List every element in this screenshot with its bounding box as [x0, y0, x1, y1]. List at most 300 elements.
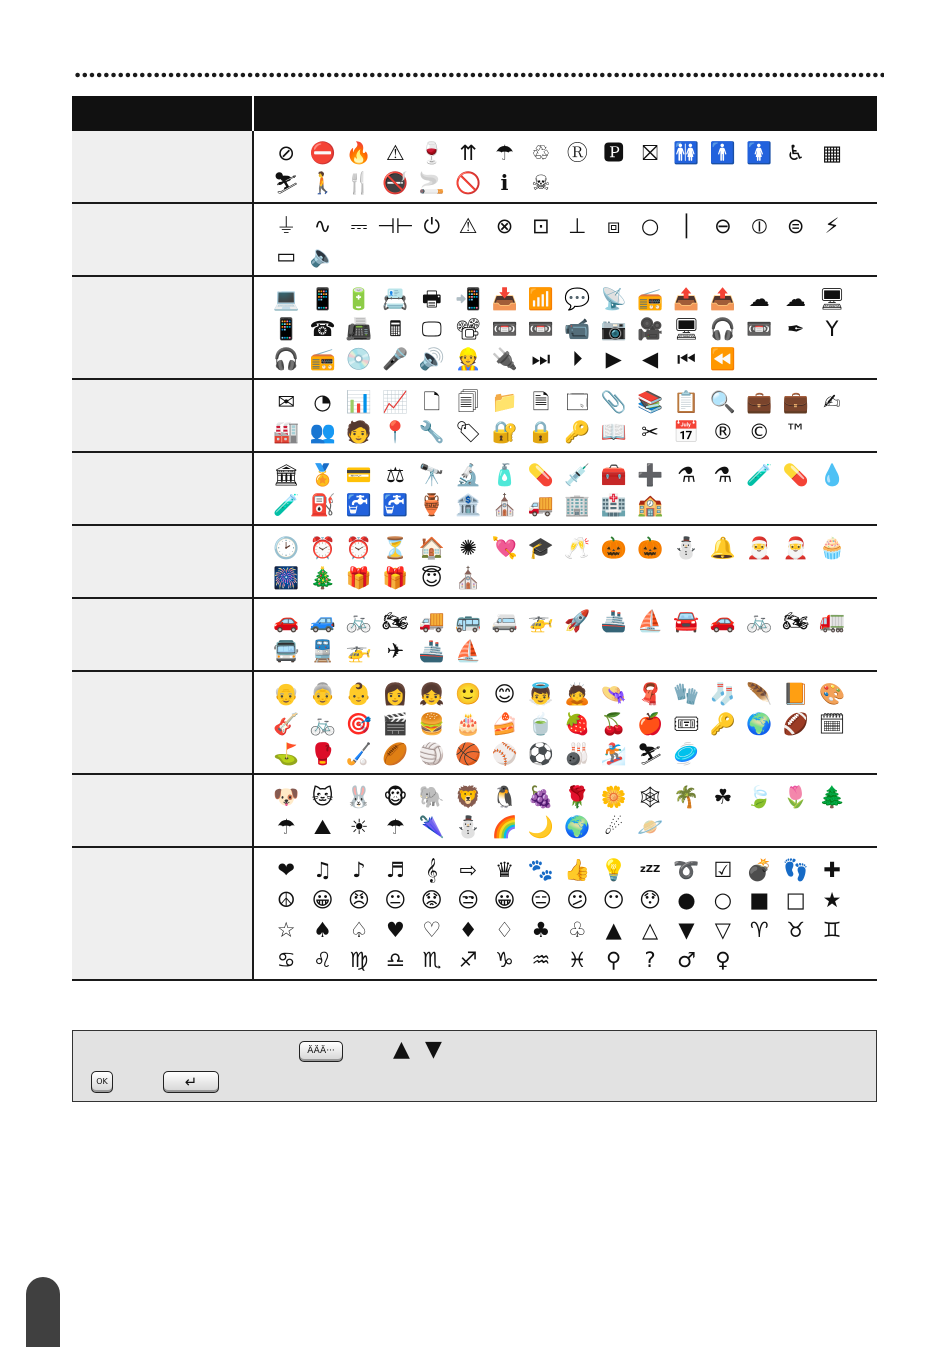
symbol-glyph[interactable]: ☆: [276, 918, 296, 942]
symbol-glyph[interactable]: ♤: [349, 918, 369, 942]
symbol-glyph[interactable]: 🎅: [746, 536, 773, 560]
symbol-glyph[interactable]: 🌍: [746, 712, 773, 736]
symbol-glyph[interactable]: ⏭: [531, 347, 551, 371]
symbol-glyph[interactable]: 😒: [457, 888, 480, 912]
symbol-glyph[interactable]: 🚗: [273, 609, 300, 633]
symbol-glyph[interactable]: ◀: [642, 347, 659, 371]
symbol-glyph[interactable]: ♍: [349, 948, 369, 972]
symbol-glyph[interactable]: ⇨: [459, 858, 477, 882]
symbol-glyph[interactable]: 💘: [491, 536, 518, 560]
symbol-glyph[interactable]: 🖩: [389, 317, 402, 341]
symbol-glyph[interactable]: 🚢: [600, 609, 627, 633]
symbol-glyph[interactable]: ♣: [531, 918, 551, 942]
symbol-glyph[interactable]: ⛄: [673, 536, 700, 560]
symbol-glyph[interactable]: ⚖: [385, 463, 405, 487]
symbol-glyph[interactable]: 👷: [455, 347, 482, 371]
symbol-glyph[interactable]: ⊡: [532, 214, 550, 238]
symbol-glyph[interactable]: 🔌: [491, 347, 518, 371]
symbol-glyph[interactable]: 🔍: [709, 390, 736, 414]
symbol-glyph[interactable]: ♒: [531, 948, 551, 972]
symbol-glyph[interactable]: 📶: [527, 287, 554, 311]
symbol-glyph[interactable]: 🏐: [418, 742, 445, 766]
symbol-glyph[interactable]: 🏈: [782, 712, 809, 736]
symbol-glyph[interactable]: ℹ: [500, 171, 509, 195]
symbol-glyph[interactable]: 🌈: [491, 815, 518, 839]
symbol-glyph[interactable]: ▭: [276, 244, 297, 268]
symbol-glyph[interactable]: 💊: [782, 463, 809, 487]
symbol-glyph[interactable]: 😟: [420, 888, 443, 912]
symbol-glyph[interactable]: 📙: [782, 682, 809, 706]
symbol-glyph[interactable]: 🏭: [273, 420, 300, 444]
symbol-glyph[interactable]: 🏅: [309, 463, 336, 487]
symbol-glyph[interactable]: 🍓: [564, 712, 591, 736]
symbol-glyph[interactable]: 🌷: [782, 785, 809, 809]
symbol-glyph[interactable]: 🔥: [345, 141, 373, 165]
symbol-glyph[interactable]: ♢: [495, 918, 514, 942]
symbol-glyph[interactable]: 👥: [309, 420, 336, 444]
symbol-glyph[interactable]: ❤: [277, 858, 295, 882]
symbol-glyph[interactable]: 🚹: [709, 141, 736, 165]
symbol-glyph[interactable]: 💬: [564, 287, 591, 311]
symbol-glyph[interactable]: │: [680, 214, 693, 238]
symbol-glyph[interactable]: △: [642, 918, 659, 942]
symbol-glyph[interactable]: ♏: [422, 948, 442, 972]
symbol-glyph[interactable]: ▽: [714, 918, 731, 942]
symbol-glyph[interactable]: 🎨: [818, 682, 846, 706]
symbol-glyph[interactable]: 📽: [454, 317, 482, 341]
symbol-glyph[interactable]: 🔑: [564, 420, 591, 444]
symbol-glyph[interactable]: 🏉: [382, 742, 409, 766]
symbol-glyph[interactable]: ⏮: [677, 347, 696, 371]
enter-key[interactable]: ↵: [163, 1071, 219, 1093]
symbol-glyph[interactable]: 🏀: [455, 742, 482, 766]
symbol-glyph[interactable]: ⊗: [495, 214, 514, 238]
symbol-glyph[interactable]: ♊: [822, 918, 842, 942]
symbol-glyph[interactable]: ♈: [749, 918, 769, 942]
symbol-glyph[interactable]: ⚗: [713, 463, 733, 487]
symbol-glyph[interactable]: 😐: [384, 888, 407, 912]
symbol-glyph[interactable]: 😊: [493, 682, 516, 706]
symbol-glyph[interactable]: 🗔: [565, 390, 589, 414]
symbol-glyph[interactable]: 📼: [527, 317, 554, 341]
symbol-glyph[interactable]: 🚻: [673, 141, 700, 165]
symbol-glyph[interactable]: 🧁: [818, 536, 846, 560]
symbol-glyph[interactable]: ⏰: [345, 536, 373, 560]
symbol-glyph[interactable]: ⏚: [275, 214, 297, 238]
symbol-glyph[interactable]: 🚗: [709, 609, 736, 633]
symbol-glyph[interactable]: 🎓: [527, 536, 554, 560]
symbol-glyph[interactable]: ★: [822, 888, 842, 912]
symbol-glyph[interactable]: 🎬: [382, 712, 409, 736]
symbol-glyph[interactable]: ⛽: [309, 493, 336, 517]
symbol-glyph[interactable]: 🏦: [455, 493, 482, 517]
symbol-glyph[interactable]: ♬: [385, 858, 405, 882]
symbol-glyph[interactable]: 🗐: [457, 390, 479, 414]
symbol-glyph[interactable]: ⏻: [423, 214, 441, 238]
symbol-glyph[interactable]: ♋: [276, 948, 296, 972]
symbol-glyph[interactable]: 📼: [746, 317, 773, 341]
symbol-glyph[interactable]: ☂: [385, 815, 405, 839]
down-arrow-key[interactable]: ▼: [425, 1037, 442, 1062]
symbol-glyph[interactable]: 👧: [418, 682, 445, 706]
symbol-glyph[interactable]: 🖥: [673, 317, 700, 341]
symbol-glyph[interactable]: ⛷: [636, 742, 664, 766]
symbol-glyph[interactable]: ✺: [459, 536, 477, 560]
symbol-glyph[interactable]: 🖶: [421, 287, 442, 311]
symbol-glyph[interactable]: 🧪: [273, 493, 300, 517]
symbol-glyph[interactable]: 🎃: [600, 536, 627, 560]
symbol-glyph[interactable]: 😀: [311, 888, 334, 912]
symbol-glyph[interactable]: 🚌: [455, 609, 482, 633]
symbol-glyph[interactable]: ∿: [313, 214, 332, 238]
symbol-glyph[interactable]: ⚾: [491, 742, 518, 766]
symbol-glyph[interactable]: 📈: [382, 390, 409, 414]
symbol-glyph[interactable]: 📻: [637, 287, 664, 311]
symbol-glyph[interactable]: ⚡: [824, 214, 840, 238]
symbol-glyph[interactable]: 🚲: [345, 609, 373, 633]
symbol-glyph[interactable]: ⛄: [455, 815, 482, 839]
symbol-glyph[interactable]: ⛔: [309, 141, 336, 165]
symbol-glyph[interactable]: 🎯: [345, 712, 373, 736]
symbol-glyph[interactable]: 💣: [746, 858, 773, 882]
symbol-glyph[interactable]: 🎧: [273, 347, 300, 371]
symbol-glyph[interactable]: 🍒: [600, 712, 627, 736]
symbol-glyph[interactable]: 🔊: [418, 347, 445, 371]
symbol-glyph[interactable]: 🏛: [272, 463, 300, 487]
symbol-glyph[interactable]: 🗓: [818, 712, 846, 736]
symbol-glyph[interactable]: ⇈: [459, 141, 477, 165]
symbol-glyph[interactable]: 💉: [564, 463, 591, 487]
symbol-glyph[interactable]: 📋: [673, 390, 700, 414]
symbol-glyph[interactable]: 🚲: [309, 712, 336, 736]
symbol-glyph[interactable]: □: [785, 888, 806, 912]
symbol-glyph[interactable]: 🔔: [709, 536, 736, 560]
symbol-glyph[interactable]: 🌂: [418, 815, 445, 839]
symbol-glyph[interactable]: ☄: [604, 815, 624, 839]
symbol-glyph[interactable]: 🪶: [746, 682, 773, 706]
symbol-glyph[interactable]: 🎅: [782, 536, 809, 560]
symbol-glyph[interactable]: ⛪: [455, 566, 482, 590]
symbol-glyph[interactable]: ☀: [349, 815, 369, 839]
symbol-glyph[interactable]: 📤: [709, 287, 736, 311]
symbol-glyph[interactable]: ☘: [713, 785, 733, 809]
symbol-glyph[interactable]: 🐾: [527, 858, 554, 882]
symbol-glyph[interactable]: 🎆: [273, 566, 300, 590]
symbol-glyph[interactable]: 🎟: [673, 712, 700, 736]
ok-key[interactable]: OK: [91, 1071, 113, 1093]
symbol-glyph[interactable]: ⊘: [277, 141, 295, 165]
symbol-glyph[interactable]: 🏍: [382, 609, 409, 633]
symbol-glyph[interactable]: 👴: [273, 682, 300, 706]
symbol-glyph[interactable]: 🚺: [746, 141, 773, 165]
symbol-glyph[interactable]: 😠: [348, 888, 370, 912]
symbol-glyph[interactable]: 🎂: [455, 712, 482, 736]
symbol-glyph[interactable]: ♂: [677, 948, 696, 972]
symbol-glyph[interactable]: 📷: [600, 317, 627, 341]
symbol-glyph[interactable]: 💧: [818, 463, 846, 487]
symbol-glyph[interactable]: ⛪: [491, 493, 518, 517]
symbol-glyph[interactable]: 🏥: [600, 493, 627, 517]
symbol-glyph[interactable]: 🎥: [637, 317, 664, 341]
symbol-glyph[interactable]: ○: [713, 888, 733, 912]
symbol-glyph[interactable]: ®: [712, 420, 734, 444]
symbol-glyph[interactable]: ✚: [823, 858, 841, 882]
symbol-glyph[interactable]: 🅿: [603, 141, 625, 165]
symbol-glyph[interactable]: 📍: [382, 420, 409, 444]
symbol-glyph[interactable]: 🙇: [564, 682, 591, 706]
symbol-glyph[interactable]: ▶: [605, 347, 622, 371]
symbol-glyph[interactable]: ⛵: [455, 639, 482, 663]
symbol-glyph[interactable]: 🏷: [454, 420, 482, 444]
symbol-glyph[interactable]: 🚐: [491, 609, 518, 633]
symbol-glyph[interactable]: ➕: [637, 463, 664, 487]
symbol-glyph[interactable]: 🔈: [309, 244, 336, 268]
symbol-glyph[interactable]: 👵: [309, 682, 336, 706]
symbol-glyph[interactable]: ♐: [458, 948, 478, 972]
symbol-glyph[interactable]: ⊜: [786, 214, 805, 238]
symbol-glyph[interactable]: ♪: [352, 858, 366, 882]
symbol-glyph[interactable]: 🔧: [418, 420, 445, 444]
symbol-glyph[interactable]: 🐧: [491, 785, 518, 809]
symbol-glyph[interactable]: 💳: [345, 463, 373, 487]
symbol-glyph[interactable]: ♿: [786, 141, 806, 165]
symbol-glyph[interactable]: ♌: [313, 948, 332, 972]
symbol-glyph[interactable]: 🧦: [709, 682, 736, 706]
symbol-glyph[interactable]: 🚍: [273, 639, 300, 663]
symbol-glyph[interactable]: 🎄: [309, 566, 336, 590]
symbol-glyph[interactable]: ⚲: [606, 948, 622, 972]
symbol-glyph[interactable]: 📼: [491, 317, 518, 341]
symbol-glyph[interactable]: ▼: [678, 918, 695, 942]
symbol-glyph[interactable]: 💿: [345, 347, 373, 371]
symbol-glyph[interactable]: 🚶: [309, 171, 336, 195]
symbol-glyph[interactable]: 🚛: [818, 609, 846, 633]
symbol-glyph[interactable]: 📱: [309, 287, 336, 311]
symbol-glyph[interactable]: 🧰: [600, 463, 627, 487]
symbol-glyph[interactable]: 📖: [600, 420, 627, 444]
symbol-glyph[interactable]: 📎: [600, 390, 627, 414]
symbol-glyph[interactable]: ⊖: [714, 214, 732, 238]
symbol-glyph[interactable]: ☎: [309, 317, 336, 341]
symbol-glyph[interactable]: ✂: [641, 420, 659, 444]
symbol-glyph[interactable]: ✈: [386, 639, 405, 663]
symbol-glyph[interactable]: ☑: [713, 858, 733, 882]
symbol-glyph[interactable]: 💊: [527, 463, 554, 487]
symbol-glyph[interactable]: 🧣: [637, 682, 664, 706]
symbol-glyph[interactable]: 😯: [639, 888, 662, 912]
symbol-glyph[interactable]: 🏑: [345, 742, 373, 766]
symbol-glyph[interactable]: 🎁: [382, 566, 409, 590]
symbol-glyph[interactable]: ⚗: [677, 463, 696, 487]
symbol-glyph[interactable]: 🎸: [273, 712, 300, 736]
symbol-glyph[interactable]: 🐘: [418, 785, 445, 809]
symbol-glyph[interactable]: 🔬: [455, 463, 482, 487]
symbol-glyph[interactable]: ☠: [531, 171, 551, 195]
symbol-glyph[interactable]: 😶: [602, 888, 625, 912]
symbol-glyph[interactable]: 💻: [273, 287, 300, 311]
symbol-glyph[interactable]: 🚰: [345, 493, 373, 517]
symbol-glyph[interactable]: 🌙: [527, 815, 554, 839]
symbol-glyph[interactable]: 🍃: [746, 785, 773, 809]
symbol-glyph[interactable]: ♧: [567, 918, 587, 942]
symbol-glyph[interactable]: 🧪: [746, 463, 773, 487]
symbol-glyph[interactable]: 🚁: [345, 639, 373, 663]
symbol-glyph[interactable]: 🍎: [637, 712, 664, 736]
symbol-glyph[interactable]: 🐰: [345, 785, 373, 809]
symbol-glyph[interactable]: ⊥: [568, 214, 587, 238]
symbol-glyph[interactable]: 🚀: [564, 609, 591, 633]
symbol-glyph[interactable]: ♀: [715, 948, 731, 972]
symbol-glyph[interactable]: 🔒: [527, 420, 554, 444]
symbol-glyph[interactable]: ♦: [458, 918, 478, 942]
symbol-glyph[interactable]: 🗎: [532, 390, 550, 414]
symbol-glyph[interactable]: 👍: [564, 858, 591, 882]
symbol-glyph[interactable]: 🚬: [418, 171, 445, 195]
symbol-glyph[interactable]: 🙂: [455, 682, 482, 706]
symbol-glyph[interactable]: ➰: [673, 858, 700, 882]
symbol-glyph[interactable]: 🗋: [423, 390, 441, 414]
symbol-glyph[interactable]: ⛝: [642, 141, 659, 165]
symbol-glyph[interactable]: 👩: [382, 682, 409, 706]
symbol-glyph[interactable]: ♉: [786, 918, 806, 942]
symbol-glyph[interactable]: 🎤: [382, 347, 409, 371]
symbol-glyph[interactable]: 🔭: [418, 463, 445, 487]
symbol-glyph[interactable]: 🚙: [309, 609, 336, 633]
symbol-glyph[interactable]: ♲: [531, 141, 551, 165]
symbol-glyph[interactable]: ☂: [276, 815, 296, 839]
symbol-glyph[interactable]: ☁: [785, 287, 807, 311]
symbol-glyph[interactable]: ♠: [313, 918, 332, 942]
symbol-glyph[interactable]: 🎳: [564, 742, 591, 766]
up-arrow-key[interactable]: ▲: [393, 1037, 410, 1062]
symbol-glyph[interactable]: ⏪: [709, 347, 736, 371]
symbol-glyph[interactable]: 🖵: [421, 317, 442, 341]
symbol-glyph[interactable]: 🌴: [673, 785, 700, 809]
symbol-glyph[interactable]: 🏺: [418, 493, 445, 517]
symbol-glyph[interactable]: ⛰: [313, 815, 332, 839]
symbol-glyph[interactable]: 🥂: [564, 536, 591, 560]
symbol-glyph[interactable]: 📲: [455, 287, 482, 311]
symbol-glyph[interactable]: 🌼: [600, 785, 627, 809]
symbol-glyph[interactable]: 🍇: [527, 785, 554, 809]
symbol-glyph[interactable]: 🧴: [491, 463, 518, 487]
symbol-glyph[interactable]: 🥏: [673, 742, 700, 766]
symbol-glyph[interactable]: 🏍: [782, 609, 809, 633]
symbol-glyph[interactable]: ⏰: [309, 536, 336, 560]
symbol-glyph[interactable]: ☮: [276, 888, 296, 912]
symbol-glyph[interactable]: 🍰: [491, 712, 518, 736]
symbol-glyph[interactable]: 🕑: [273, 536, 300, 560]
symbol-key[interactable]: ÄÄÄ···: [299, 1041, 343, 1062]
symbol-glyph[interactable]: zZZ: [639, 864, 661, 875]
symbol-glyph[interactable]: ■: [749, 888, 770, 912]
symbol-glyph[interactable]: 🚘: [673, 609, 700, 633]
symbol-glyph[interactable]: Ⓡ: [566, 141, 588, 165]
symbol-glyph[interactable]: 👼: [527, 682, 554, 706]
symbol-glyph[interactable]: ♫: [313, 858, 332, 882]
symbol-glyph[interactable]: ♑: [495, 948, 514, 972]
symbol-glyph[interactable]: 👣: [782, 858, 809, 882]
symbol-glyph[interactable]: 🚰: [382, 493, 409, 517]
symbol-glyph[interactable]: ◔: [313, 390, 332, 414]
symbol-glyph[interactable]: 🐶: [273, 785, 300, 809]
symbol-glyph[interactable]: 🧤: [673, 682, 700, 706]
symbol-glyph[interactable]: ⎓: [350, 214, 368, 238]
symbol-glyph[interactable]: ✒: [786, 317, 805, 341]
symbol-glyph[interactable]: 👶: [345, 682, 373, 706]
symbol-glyph[interactable]: ♡: [422, 918, 442, 942]
symbol-glyph[interactable]: ✉: [277, 390, 295, 414]
symbol-glyph[interactable]: 🎁: [345, 566, 373, 590]
symbol-glyph[interactable]: ☁: [748, 287, 770, 311]
symbol-glyph[interactable]: ▲: [605, 918, 622, 942]
symbol-glyph[interactable]: 🔑: [709, 712, 736, 736]
symbol-glyph[interactable]: 📅: [673, 420, 700, 444]
symbol-glyph[interactable]: 🥊: [309, 742, 336, 766]
symbol-glyph[interactable]: ⚠: [458, 214, 478, 238]
symbol-glyph[interactable]: ⚠: [385, 141, 405, 165]
symbol-glyph[interactable]: ⚽: [527, 742, 554, 766]
symbol-glyph[interactable]: 🏫: [637, 493, 664, 517]
symbol-glyph[interactable]: 🔐: [491, 420, 518, 444]
symbol-glyph[interactable]: 📊: [345, 390, 373, 414]
symbol-glyph[interactable]: 🐱: [311, 785, 334, 809]
symbol-glyph[interactable]: 😀: [493, 888, 516, 912]
symbol-glyph[interactable]: 🎃: [637, 536, 664, 560]
symbol-glyph[interactable]: 📥: [491, 287, 518, 311]
symbol-glyph[interactable]: ♛: [495, 858, 514, 882]
symbol-glyph[interactable]: ⊣⊢: [377, 214, 414, 238]
symbol-glyph[interactable]: 🦁: [455, 785, 482, 809]
symbol-glyph[interactable]: 📱: [273, 317, 300, 341]
symbol-glyph[interactable]: 😕: [566, 888, 589, 912]
symbol-glyph[interactable]: ⛳: [273, 742, 300, 766]
symbol-glyph[interactable]: ?: [644, 948, 656, 972]
symbol-glyph[interactable]: 🔋: [345, 287, 373, 311]
symbol-glyph[interactable]: 🚆: [309, 639, 336, 663]
symbol-glyph[interactable]: 🏂: [600, 742, 627, 766]
symbol-glyph[interactable]: 🍷: [418, 141, 445, 165]
symbol-glyph[interactable]: 📇: [382, 287, 409, 311]
symbol-glyph[interactable]: 🚚: [418, 609, 445, 633]
symbol-glyph[interactable]: 📤: [673, 287, 700, 311]
symbol-glyph[interactable]: 📚: [637, 390, 664, 414]
symbol-glyph[interactable]: 🌹: [564, 785, 591, 809]
symbol-glyph[interactable]: ✍: [823, 390, 841, 414]
symbol-glyph[interactable]: Y: [825, 317, 839, 341]
symbol-glyph[interactable]: 🧑: [345, 420, 373, 444]
symbol-glyph[interactable]: 𝄞: [425, 858, 438, 882]
symbol-glyph[interactable]: ⏵: [572, 347, 583, 371]
symbol-glyph[interactable]: ⧈: [607, 214, 621, 238]
symbol-glyph[interactable]: 🚲: [746, 609, 773, 633]
symbol-glyph[interactable]: 🖥: [818, 287, 846, 311]
symbol-glyph[interactable]: 📁: [491, 390, 518, 414]
symbol-glyph[interactable]: 🌍: [564, 815, 591, 839]
symbol-glyph[interactable]: 📹: [564, 317, 591, 341]
symbol-glyph[interactable]: ♎: [385, 948, 405, 972]
symbol-glyph[interactable]: ⏳: [382, 536, 409, 560]
symbol-glyph[interactable]: ™: [785, 420, 807, 444]
symbol-glyph[interactable]: 😇: [420, 566, 443, 590]
symbol-glyph[interactable]: 💡: [600, 858, 627, 882]
symbol-glyph[interactable]: 🏢: [564, 493, 591, 517]
symbol-glyph[interactable]: 📻: [309, 347, 336, 371]
symbol-glyph[interactable]: 🍵: [527, 712, 554, 736]
symbol-glyph[interactable]: ♓: [567, 948, 587, 972]
symbol-glyph[interactable]: ©: [748, 420, 770, 444]
symbol-glyph[interactable]: 💼: [746, 390, 773, 414]
